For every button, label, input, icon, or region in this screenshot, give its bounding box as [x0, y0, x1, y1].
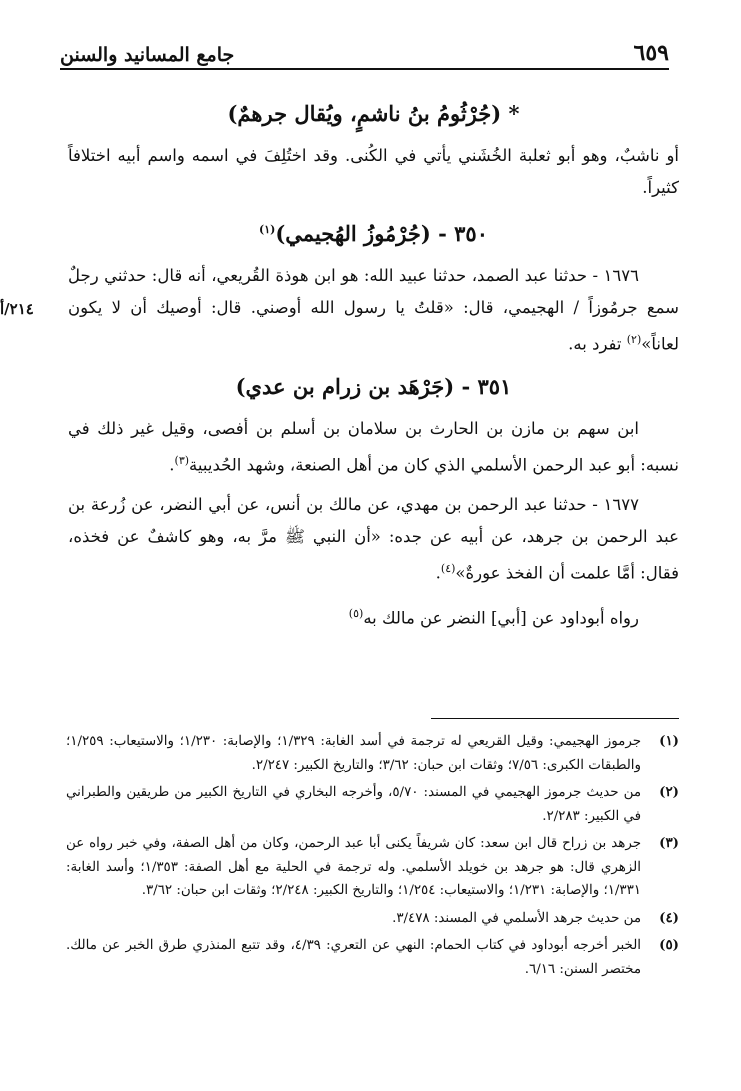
entry-text: أو ناشبٌ، وهو أبو ثعلبة الخُشَني يأتي في الكُنى. وقد اختُلِفَ في اسمه واسم أبيه اختلافاً كثيراً.: [68, 146, 679, 197]
hadith-text: ١٦٧٧ - حدثنا عبد الرحمن بن مهدي، عن مالك بن أنس، عن أبي النضر، عن زُرعة بن عبد الرحمن بن جرهد، عن أبيه عن جده: «أن النبي ﷺ مرَّ به، وهو كاشفٌ عن فخذه، فقال: أمَّا علمت أن الفخذ عورةٌ»: [68, 495, 679, 583]
nasab-text: ابن سهم بن مازن بن الحارث بن سلامان بن أسلم بن أفصى، وقيل غير ذلك في نسبه: أبو عبد الرحمن الأسلمي الذي كان من أهل الصنعة، وشهد الحُديبية: [68, 418, 679, 474]
footnote-text: جرموز الهجيمي: وقيل القريعي له ترجمة في أسد الغابة: ١/٣٢٩؛ والإصابة: ١/٢٣٠؛ والاستيعاب: ١/٢٥٩؛ والطبقات الكبرى: ٧/٥٦؛ وثقات ابن حبان: ٣/٦٢؛ والتاريخ الكبير: ٢/٢٤٧.: [66, 734, 641, 773]
manuscript-folio-note: ٢١٤/أ: [0, 300, 34, 318]
main-text: [68, 96, 679, 642]
footnote-number: (٣): [659, 835, 679, 851]
hadith-text: ١٦٧٦ - حدثنا عبد الصمد، حدثنا عبيد الله: هو ابن هوذة القُريعي، أنه قال: حدثني رجلٌ سمع جرمُوزاً / الهجيمي، قال: «قلتُ يا رسول الله أوصني. قال: أوصيك أن لا يكون لعاناً»: [68, 266, 679, 354]
footnote: [66, 730, 679, 777]
footnote-ref: (٥): [348, 606, 364, 620]
entry-heading-350: [68, 212, 679, 252]
entry-title: ٣٥٠ - (جُرْمُوزُ الهُجيمي): [275, 221, 488, 246]
footnote: [66, 934, 679, 981]
footnote-number: (٢): [659, 784, 679, 800]
footnote-divider: [431, 718, 679, 719]
footnote-ref: (١): [259, 223, 276, 236]
footnotes: [66, 730, 679, 985]
hadith-tail: تفرد به.: [568, 334, 627, 354]
footnote-text: جرهد بن زراح قال ابن سعد: كان شريفاً يكنى أبا عبد الرحمن، وكان من أهل الصفة، وفي خبر رواه عن الزهري قال: هو جرهد بن خويلد الأسلمي. وله ترجمة في الحلية مع أهل الصفة: ١/٣٥٣؛ وأسد الغابة: ١/٣٣١؛ والإصابة: ١/٢٣١؛ والاستيعاب: ١/٢٥٤؛ والتاريخ الكبير: ٢/٢٤٨؛ وثقات ابن حبان: ٣/٦٢.: [66, 836, 641, 898]
footnote-number: (١): [659, 733, 679, 749]
entry-text-jurthum: [68, 140, 679, 204]
footnote-number: (٤): [659, 909, 679, 926]
riwaya-text: رواه أبوداود عن [أبي] النضر عن مالك به: [363, 608, 639, 627]
nasab-jarhad: [68, 413, 679, 482]
running-title: جامع المسانيد والسنن: [60, 44, 235, 66]
footnote-ref: (٢): [626, 333, 642, 346]
footnote-ref: (٤): [440, 562, 456, 575]
hadith-tail: .: [435, 563, 441, 583]
footnote-text: من حديث جرهد الأسلمي في المسند: ٣/٤٧٨.: [392, 910, 641, 926]
page-header: [60, 30, 669, 70]
footnote-ref: (٣): [174, 453, 190, 467]
hadith-1677: [68, 489, 679, 590]
entry-heading-jurthum: * (جُرْثُومُ بنُ ناشمٍ، ويُقال جرهمٌ): [227, 101, 520, 126]
page-number: ٦٥٩: [633, 40, 669, 66]
footnote-text: من حديث جرموز الهجيمي في المسند: ٥/٧٠، وأخرجه البخاري في التاريخ الكبير من طريقين والطبراني في الكبير: ٢/٢٨٣.: [66, 785, 642, 824]
footnote-text: الخبر أخرجه أبوداود في كتاب الحمام: النهي عن التعري: ٤/٣٩، وقد تتبع المنذري طرق الخبر عن مالك. مختصر السنن: ٦/١٦.: [66, 938, 641, 977]
hadith-1676: [68, 260, 679, 361]
entry-heading-351: ٣٥١ - (جَرْهَد بن زرام بن عدي): [235, 373, 512, 399]
footnote: [66, 781, 679, 828]
footnote-number: (٥): [659, 937, 679, 953]
footnote: [66, 832, 679, 903]
riwaya-abu-dawud: [68, 598, 679, 635]
nasab-tail: .: [169, 455, 175, 474]
footnote: [66, 907, 679, 931]
